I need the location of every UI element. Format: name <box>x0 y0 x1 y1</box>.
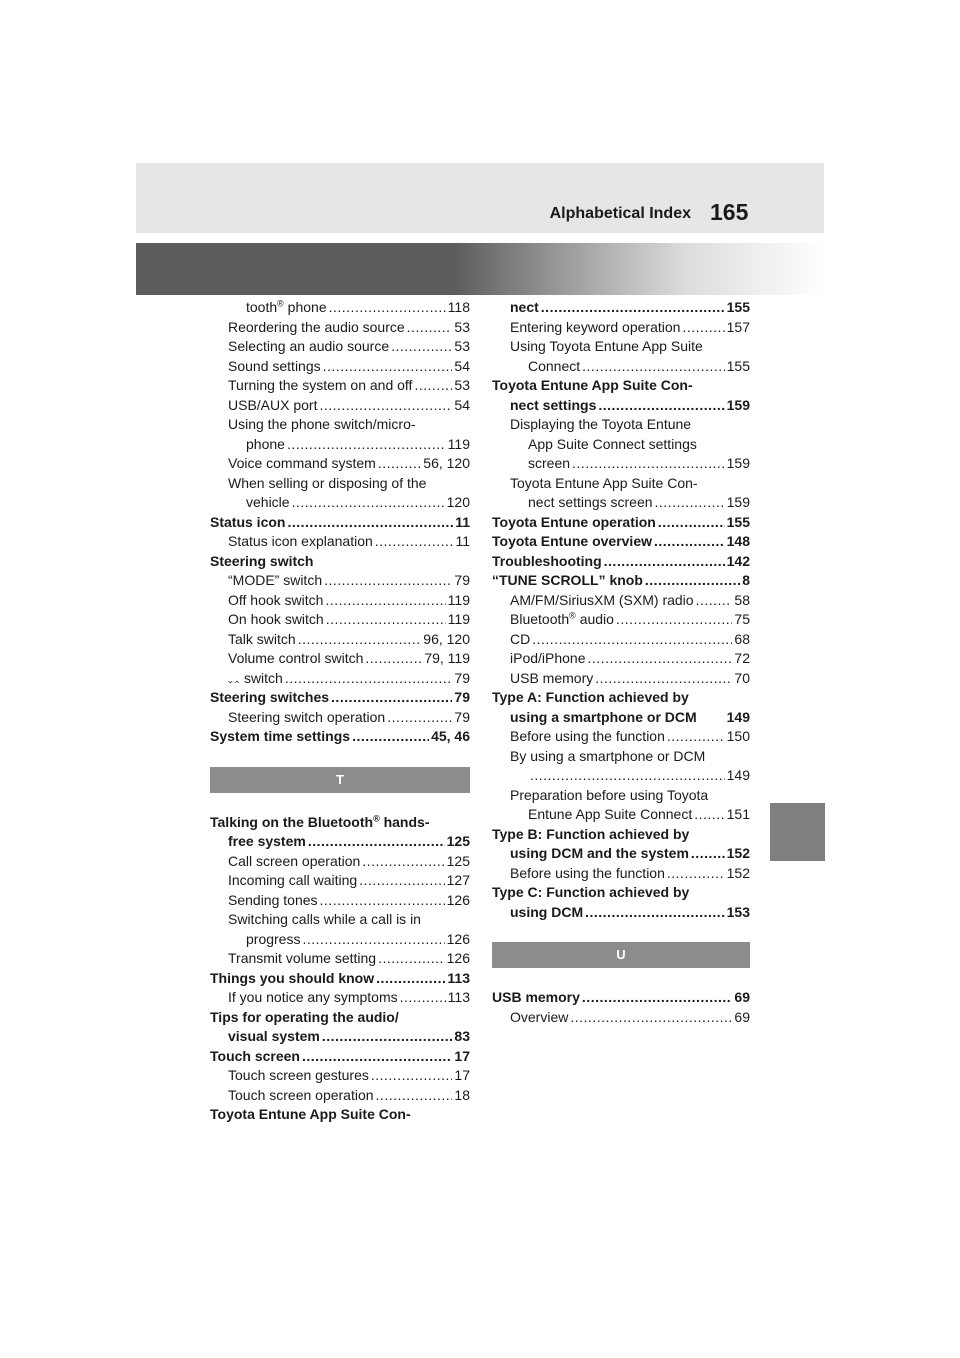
entry-page-ref: 120 <box>446 494 470 510</box>
entry-text: Call screen operation <box>228 852 361 869</box>
section-title: Alphabetical Index <box>549 205 691 222</box>
entry-text: Using Toyota Entune App Suite <box>510 338 703 354</box>
index-entry <box>492 630 750 650</box>
index-entry <box>492 376 750 396</box>
index-entry <box>210 891 470 911</box>
leader-dots <box>302 930 444 950</box>
entry-page-ref: 54 <box>454 357 470 374</box>
index-entry <box>492 435 750 455</box>
entry-text: Switching calls while a call is in <box>228 911 421 927</box>
entry-page-ref: 53 <box>454 338 470 354</box>
index-entry <box>210 337 470 357</box>
entry-text: nect <box>510 299 539 315</box>
leader-dots <box>391 337 452 357</box>
index-entry <box>210 852 470 872</box>
index-entry <box>492 688 750 708</box>
index-column-right <box>492 298 750 1027</box>
index-entry <box>210 910 470 930</box>
entry-page-ref: 83 <box>454 1028 470 1044</box>
entry-text: Before using the function <box>510 728 665 744</box>
entry-page-ref: 79 <box>454 572 470 588</box>
leader-dots <box>604 552 725 572</box>
entry-text: Troubleshooting <box>492 552 602 569</box>
leader-dots <box>691 844 725 864</box>
entry-text: Toyota Entune App Suite Con- <box>210 1106 411 1122</box>
index-entry <box>210 1027 470 1047</box>
entry-text: Steering switch operation <box>228 708 386 725</box>
index-entry <box>492 864 750 884</box>
entry-page-ref: 45, 46 <box>431 728 470 744</box>
leader-dots <box>322 1027 453 1047</box>
leader-dots <box>325 591 445 611</box>
index-entry <box>492 415 750 435</box>
index-entry <box>210 727 470 747</box>
leader-dots <box>320 891 445 911</box>
entry-text: Things you should know <box>210 969 375 986</box>
leader-dots <box>658 513 725 533</box>
leader-dots <box>616 610 732 630</box>
entry-text: Tips for operating the audio/ <box>210 1008 399 1025</box>
leader-dots <box>694 805 724 825</box>
entry-page-ref: 119 <box>447 591 470 608</box>
leader-dots <box>285 669 453 689</box>
entry-page-ref: 155 <box>726 299 750 315</box>
entry-text: Type B: Function achieved by <box>492 825 690 842</box>
entry-text: Steering switch <box>210 552 314 569</box>
index-entry <box>210 1008 470 1028</box>
entry-text: Connect <box>528 357 581 374</box>
index-entry <box>210 871 470 891</box>
leader-dots <box>376 1086 453 1106</box>
letter-bar-t: T <box>210 767 470 793</box>
index-entry <box>210 396 470 416</box>
index-entry <box>492 903 750 923</box>
entry-text: Volume control switch <box>228 650 364 666</box>
entry-page-ref: 149 <box>726 708 750 725</box>
entry-text: visual system <box>228 1028 320 1044</box>
entry-text: nect settings <box>510 396 597 413</box>
entry-text: phone <box>246 435 285 452</box>
leader-dots <box>378 454 421 474</box>
entry-text: Entune App Suite Connect <box>528 806 693 822</box>
entry-text: nect settings screen <box>528 494 653 510</box>
index-entry <box>492 357 750 377</box>
leader-dots <box>292 493 445 513</box>
index-entry <box>492 337 750 357</box>
entry-page-ref: 157 <box>726 318 750 335</box>
leader-dots <box>667 864 725 884</box>
entry-page-ref: 17 <box>454 1047 470 1064</box>
index-entry <box>210 318 470 338</box>
entry-text: Toyota Entune App Suite Con- <box>510 474 698 491</box>
index-entry <box>492 649 750 669</box>
index-entry <box>210 552 470 572</box>
entry-page-ref: 69 <box>734 1008 750 1025</box>
leader-dots <box>530 766 725 786</box>
index-entry <box>492 454 750 474</box>
entry-page-ref: 68 <box>734 630 750 647</box>
entry-text: On hook switch <box>228 611 324 627</box>
index-entry <box>492 474 750 494</box>
entry-page-ref: 152 <box>726 845 750 861</box>
entry-page-ref: 118 <box>447 299 470 315</box>
leader-dots <box>682 318 724 338</box>
entry-text: Selecting an audio source <box>228 338 390 354</box>
entry-text: Bluetooth® audio <box>510 610 614 627</box>
entry-page-ref: 127 <box>446 872 470 888</box>
entry-text: Touch screen <box>210 1047 300 1064</box>
entry-text: By using a smartphone or DCM <box>510 747 706 764</box>
entry-text: Status icon explanation <box>228 533 373 549</box>
entry-page-ref: 70 <box>734 669 750 686</box>
entry-list-after-t <box>210 813 470 1125</box>
entry-page-ref: 155 <box>726 357 750 374</box>
leader-dots <box>324 571 452 591</box>
entry-text: iPod/iPhone <box>510 650 586 666</box>
entry-page-ref: 69 <box>734 989 750 1005</box>
index-entry <box>210 493 470 513</box>
index-entry <box>210 988 470 1008</box>
index-entry <box>492 396 750 416</box>
entry-page-ref: 149 <box>726 767 750 783</box>
entry-page-ref: 159 <box>726 455 750 471</box>
entry-page-ref: 159 <box>726 396 750 413</box>
index-entry <box>210 415 470 435</box>
entry-text: progress <box>246 930 301 947</box>
index-entry <box>492 844 750 864</box>
index-entry <box>210 688 470 708</box>
index-entry <box>492 669 750 689</box>
entry-page-ref: 53 <box>454 377 470 393</box>
index-entry <box>492 766 750 786</box>
entry-text: If you notice any symptoms <box>228 989 398 1005</box>
leader-dots <box>362 852 444 872</box>
entry-text: Voice command system <box>228 455 376 471</box>
leader-dots <box>298 630 422 650</box>
index-entry <box>492 318 750 338</box>
index-entry <box>210 532 470 552</box>
leader-dots <box>414 376 452 396</box>
entry-page-ref: 79, 119 <box>424 650 470 666</box>
leader-dots <box>582 988 733 1008</box>
entry-text: Entering keyword operation <box>510 318 681 335</box>
index-entry <box>210 969 470 989</box>
index-column-left <box>210 298 470 1125</box>
entry-text: “MODE” switch <box>228 572 323 588</box>
leader-dots <box>376 969 445 989</box>
index-entry <box>492 825 750 845</box>
index-entry <box>492 883 750 903</box>
index-entry <box>492 298 750 318</box>
index-entry <box>210 1105 470 1125</box>
entry-text: Using the phone switch/micro- <box>228 416 416 432</box>
leader-dots <box>302 1047 452 1067</box>
entry-text: Type C: Function achieved by <box>492 884 690 900</box>
entry-text: “TUNE SCROLL” knob <box>492 572 643 588</box>
chapter-tab <box>770 803 825 861</box>
entry-text: Displaying the Toyota Entune <box>510 416 692 432</box>
leader-dots <box>378 949 445 969</box>
leader-dots <box>287 435 446 455</box>
letter-bar-u: U <box>492 942 750 968</box>
entry-page-ref: 125 <box>446 852 470 869</box>
entry-text: using DCM and the system <box>510 845 689 861</box>
entry-text: Type A: Function achieved by <box>492 689 689 705</box>
entry-page-ref: 153 <box>726 903 750 920</box>
leader-dots <box>541 298 725 318</box>
leader-dots <box>582 357 724 377</box>
entry-text: Status icon <box>210 513 286 530</box>
entry-text: Incoming call waiting <box>228 872 358 888</box>
index-entry <box>210 813 470 833</box>
leader-dots <box>654 532 725 552</box>
entry-page-ref: 53 <box>454 318 470 335</box>
entry-text: using DCM <box>510 903 584 920</box>
entry-page-ref: 142 <box>726 552 750 569</box>
leader-dots <box>407 318 453 338</box>
entry-page-ref: 17 <box>454 1067 470 1083</box>
index-entry <box>492 493 750 513</box>
leader-dots <box>400 988 446 1008</box>
entry-text: tooth® phone <box>246 298 327 315</box>
index-entry <box>210 376 470 396</box>
entry-text: Transmit volume setting <box>228 950 377 966</box>
entry-text: Sending tones <box>228 891 318 908</box>
leader-dots <box>570 1008 732 1028</box>
entry-page-ref: 75 <box>734 611 750 627</box>
entry-text: vehicle <box>246 494 290 510</box>
entry-text: Talking on the Bluetooth® hands- <box>210 812 430 830</box>
entry-page-ref: 150 <box>726 728 750 744</box>
index-entry <box>210 513 470 533</box>
index-entry <box>210 630 470 650</box>
entry-page-ref: 11 <box>455 513 470 530</box>
chevron-down-up-icon <box>228 676 240 688</box>
leader-dots <box>532 630 732 650</box>
entry-text: Toyota Entune operation <box>492 513 656 530</box>
entry-page-ref: 79 <box>454 708 470 725</box>
leader-dots <box>585 903 725 923</box>
entry-text: Preparation before using Toyota <box>510 786 709 803</box>
gradient-band <box>136 243 824 295</box>
index-entry <box>492 1008 750 1028</box>
entry-text: free system <box>228 833 306 849</box>
entry-list-before-t <box>210 298 470 747</box>
index-entry <box>492 727 750 747</box>
leader-dots <box>359 871 444 891</box>
index-entry <box>210 435 470 455</box>
index-entry <box>210 708 470 728</box>
index-entry <box>492 513 750 533</box>
leader-dots <box>696 591 733 611</box>
leader-dots <box>308 832 445 852</box>
entry-page-ref: 155 <box>726 513 750 530</box>
entry-text: Reordering the audio source <box>228 318 405 335</box>
index-entry <box>210 454 470 474</box>
index-entry <box>210 1066 470 1086</box>
entry-page-ref: 159 <box>726 494 750 510</box>
index-entry <box>210 571 470 591</box>
index-entry <box>492 591 750 611</box>
entry-page-ref: 58 <box>734 591 750 608</box>
leader-dots <box>667 727 725 747</box>
index-entry <box>210 1047 470 1067</box>
entry-text: System time settings <box>210 728 351 744</box>
index-entry <box>492 552 750 572</box>
entry-text: Touch screen gestures <box>228 1067 369 1083</box>
entry-text: switch <box>243 669 283 686</box>
leader-dots <box>329 298 446 318</box>
entry-page-ref: 96, 120 <box>423 630 470 647</box>
entry-list-before-u <box>492 298 750 922</box>
leader-dots <box>572 454 725 474</box>
entry-text: Sound settings <box>228 357 321 374</box>
leader-dots <box>352 727 429 747</box>
entry-page-ref: 126 <box>446 891 470 908</box>
index-entry <box>492 747 750 767</box>
index-entry <box>492 805 750 825</box>
entry-text: Off hook switch <box>228 591 324 608</box>
index-entry <box>492 708 750 728</box>
entry-text: CD <box>510 630 531 647</box>
entry-page-ref: 152 <box>726 864 750 881</box>
index-entry <box>210 591 470 611</box>
entry-text: Toyota Entune overview <box>492 533 652 549</box>
entry-text: Overview <box>510 1008 569 1025</box>
leader-dots <box>645 571 740 591</box>
entry-text: Touch screen operation <box>228 1086 374 1103</box>
index-entry <box>210 930 470 950</box>
entry-text: App Suite Connect settings <box>528 435 697 452</box>
leader-dots <box>319 396 452 416</box>
entry-text: Turning the system on and off <box>228 377 413 393</box>
entry-page-ref: 126 <box>446 930 470 947</box>
index-entry <box>492 571 750 591</box>
entry-page-ref: 18 <box>454 1086 470 1103</box>
entry-text: When selling or disposing of the <box>228 474 427 491</box>
entry-text: using a smartphone or DCM <box>510 708 697 725</box>
entry-page-ref: 119 <box>447 611 470 627</box>
entry-page-ref: 11 <box>455 533 470 549</box>
leader-dots <box>595 669 732 689</box>
index-entry <box>210 649 470 669</box>
entry-text: screen <box>528 455 571 471</box>
index-entry <box>492 786 750 806</box>
entry-page-ref: 113 <box>447 969 470 986</box>
index-entry <box>210 357 470 377</box>
entry-page-ref: 151 <box>726 806 750 822</box>
entry-text: USB memory <box>510 669 594 686</box>
leader-dots <box>387 708 452 728</box>
entry-page-ref: 125 <box>446 833 470 849</box>
entry-text: USB/AUX port <box>228 396 318 413</box>
entry-page-ref: 54 <box>454 396 470 413</box>
entry-page-ref: 8 <box>742 572 750 588</box>
leader-dots <box>375 532 454 552</box>
entry-page-ref: 79 <box>454 669 470 686</box>
entry-page-ref: 113 <box>447 989 470 1005</box>
index-entry <box>210 474 470 494</box>
entry-text: AM/FM/SiriusXM (SXM) radio <box>510 591 694 608</box>
leader-dots <box>331 688 452 708</box>
entry-text: Talk switch <box>228 630 296 647</box>
entry-text: Steering switches <box>210 689 330 705</box>
index-entry <box>210 669 470 689</box>
leader-dots <box>655 493 725 513</box>
entry-page-ref: 119 <box>447 435 470 452</box>
index-entry <box>210 298 470 318</box>
leader-dots <box>323 357 453 377</box>
index-entry <box>210 949 470 969</box>
leader-dots <box>365 649 422 669</box>
leader-dots <box>598 396 724 416</box>
entry-text: USB memory <box>492 989 580 1005</box>
entry-page-ref: 126 <box>446 950 470 966</box>
index-entry <box>210 1086 470 1106</box>
entry-page-ref: 56, 120 <box>423 455 470 471</box>
index-entry <box>492 610 750 630</box>
page-number: 165 <box>710 199 749 225</box>
index-entry <box>492 988 750 1008</box>
entry-page-ref: 72 <box>734 650 750 666</box>
index-entry <box>492 532 750 552</box>
leader-dots <box>287 513 453 533</box>
index-entry <box>210 832 470 852</box>
entry-page-ref: 148 <box>726 533 750 549</box>
entry-text: Toyota Entune App Suite Con- <box>492 377 693 393</box>
entry-page-ref: 79 <box>454 689 470 705</box>
entry-text: Before using the function <box>510 864 665 881</box>
entry-list-after-u <box>492 988 750 1027</box>
index-entry <box>210 610 470 630</box>
leader-dots <box>588 649 733 669</box>
leader-dots <box>371 1066 453 1086</box>
leader-dots <box>326 610 446 630</box>
